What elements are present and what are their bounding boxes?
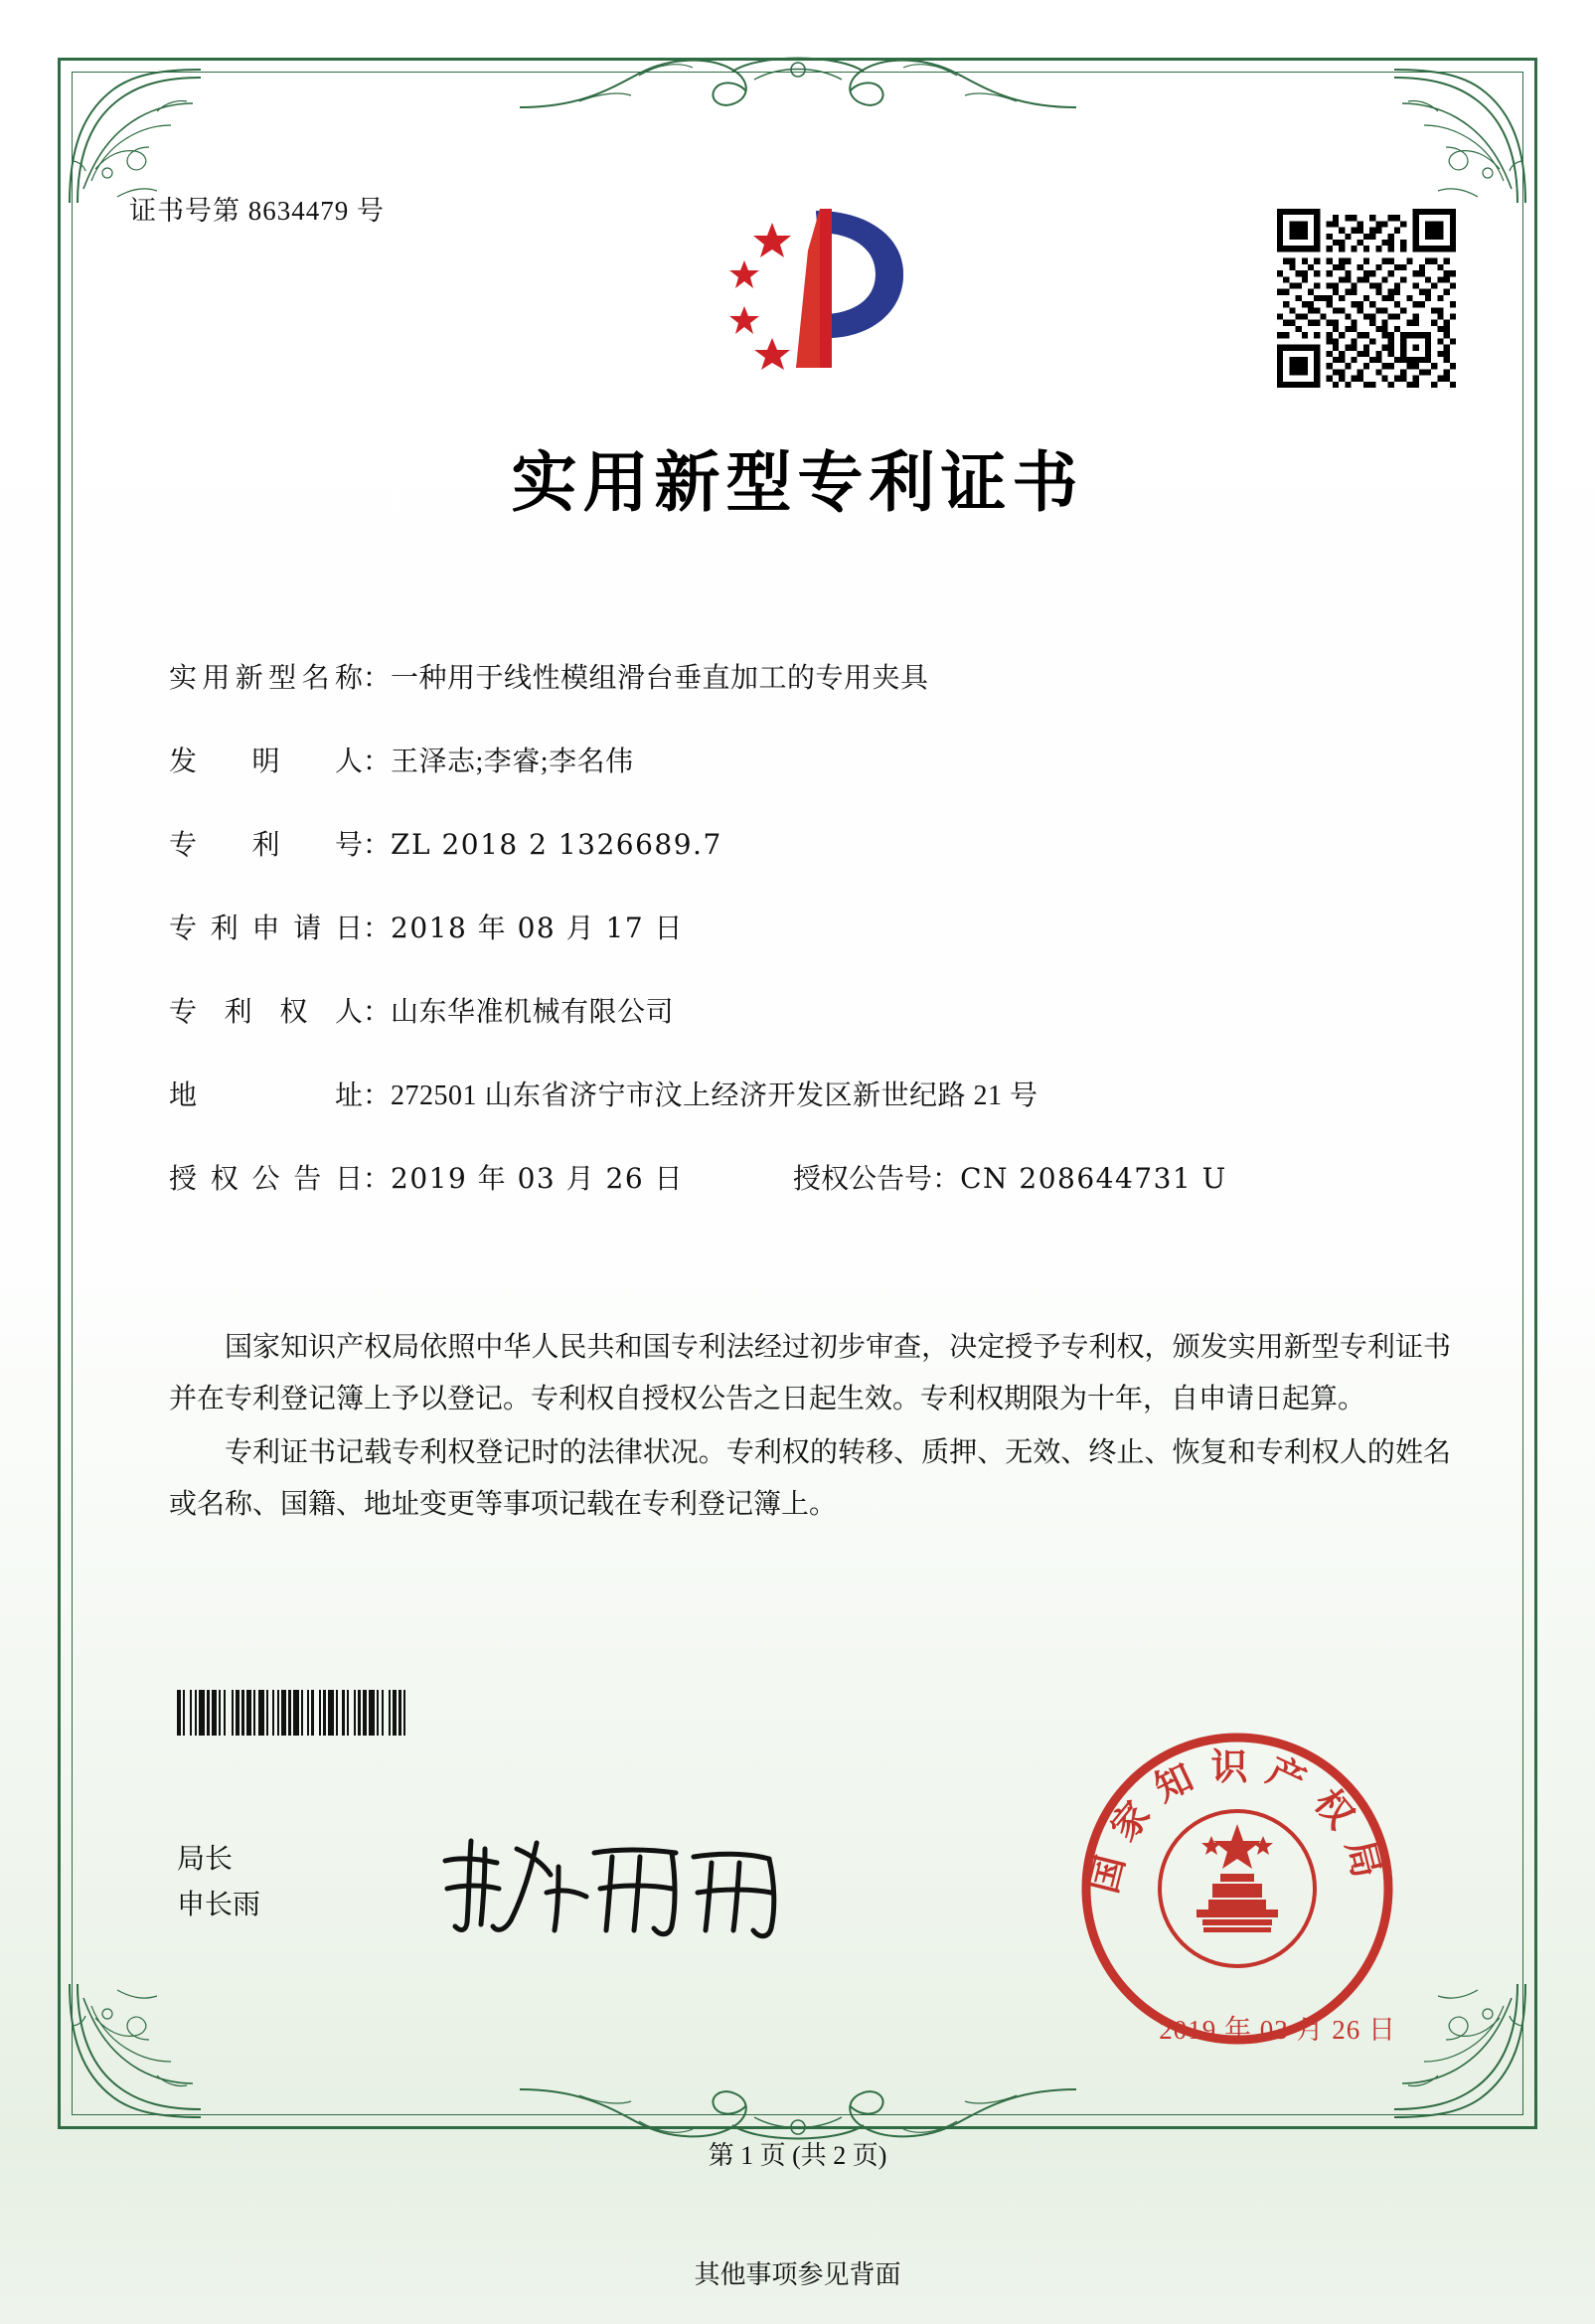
field-row-inventor	[169, 740, 1456, 779]
field-row-application-date	[169, 907, 1456, 946]
qr-code-icon	[1277, 209, 1456, 388]
field-colon: ：	[363, 747, 392, 777]
field-label-address: 地 址	[169, 1080, 363, 1111]
field-value-patentee: 山东华准机械有限公司	[391, 997, 675, 1028]
director-block	[177, 1837, 260, 1928]
official-seal	[1073, 1725, 1401, 2053]
legal-text-block	[169, 1322, 1451, 1533]
director-title: 局长	[177, 1844, 234, 1875]
field-row-grant	[169, 1157, 1456, 1197]
field-colon: ：	[363, 913, 392, 944]
field-label-inventor: 发 明 人	[169, 747, 363, 777]
legal-paragraph-2: 专利证书记载专利权登记时的法律状况。专利权的转移、质押、无效、终止、恢复和专利权人的姓名或名称、国籍、地址变更等事项记载在专利登记簿上。	[169, 1437, 1451, 1520]
fields-section	[169, 656, 1456, 1241]
page-title: 实用新型专利证书	[511, 443, 1084, 521]
handwritten-signature	[427, 1827, 785, 1946]
field-row-address	[169, 1074, 1456, 1113]
footer-note: 其他事项参见背面	[694, 2260, 901, 2289]
field-value-application-date: 2018 年 08 月 17 日	[391, 912, 685, 944]
field-row-patent-number	[169, 823, 1456, 863]
field-value-grant-date: 2019 年 03 月 26 日	[391, 1162, 685, 1195]
certificate-number: 证书号第 8634479 号	[129, 196, 385, 226]
field-value-address: 272501 山东省济宁市汶上经济开发区新世纪路 21 号	[391, 1080, 1038, 1111]
page-number: 第 1 页 (共 2 页)	[708, 2141, 887, 2170]
corner-ornament-bottom-right	[1384, 1976, 1533, 2125]
field-value-patent-number: ZL 2018 2 1326689.7	[391, 828, 722, 861]
field-colon: ：	[363, 1080, 392, 1111]
field-colon: ：	[363, 997, 392, 1028]
svg-text:国家知识产权局: 国家知识产权局	[1081, 1744, 1393, 1898]
field-label-application-date: 专 利 申 请 日	[169, 913, 363, 944]
field-label-utility-model-name: 实 用 新 型 名 称	[169, 663, 363, 694]
field-label-patentee: 专 利 权 人	[169, 997, 363, 1028]
cnipa-logo-icon	[669, 189, 927, 388]
field-value-utility-model-name: 一种用于线性模组滑台垂直加工的专用夹具	[391, 663, 929, 694]
field-colon: ：	[932, 1164, 961, 1195]
corner-ornament-bottom-left	[62, 1976, 211, 2125]
barcode	[177, 1690, 594, 1736]
director-name: 申长雨	[177, 1890, 261, 1920]
field-label-patent-number: 专 利 号	[169, 830, 363, 861]
field-value-grant-number: CN 208644731 U	[960, 1162, 1227, 1195]
field-value-inventor: 王泽志;李睿;李名伟	[391, 747, 634, 777]
top-border-ornament	[520, 50, 1076, 119]
field-row-patentee	[169, 990, 1456, 1030]
seal-date: 2019 年 03 月 26 日	[1159, 2015, 1396, 2045]
field-row-utility-model-name	[169, 656, 1456, 696]
field-colon: ：	[363, 830, 392, 861]
field-label-grant-date: 授 权 公 告 日	[169, 1164, 363, 1195]
field-colon: ：	[363, 1164, 392, 1195]
legal-paragraph-1: 国家知识产权局依照中华人民共和国专利法经过初步审查，决定授予专利权，颁发实用新型专利证书并在专利登记簿上予以登记。专利权自授权公告之日起生效。专利权期限为十年，自申请日起算。	[169, 1332, 1451, 1414]
field-colon: ：	[363, 663, 392, 694]
field-label-grant-number: 授权公告号	[793, 1164, 933, 1195]
